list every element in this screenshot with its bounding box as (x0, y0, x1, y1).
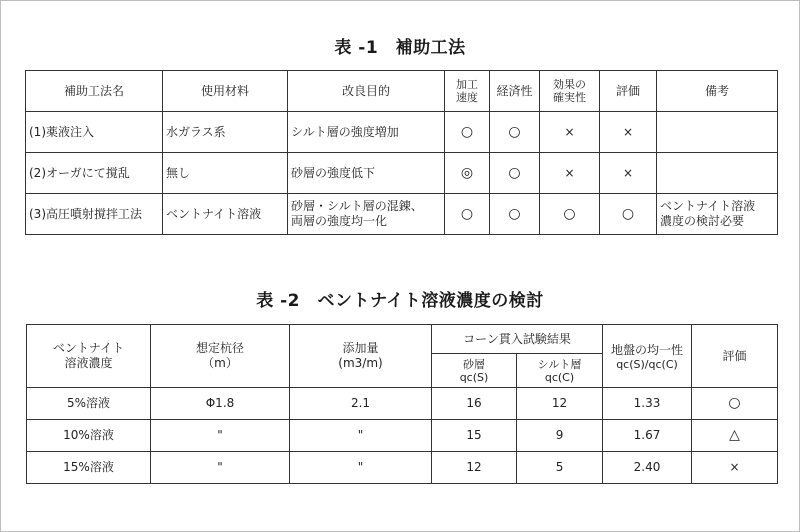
cell-uniformity: 1.33 (603, 388, 692, 420)
cell-amount: " (290, 452, 432, 484)
header-amount (290, 325, 432, 388)
cell-remarks-line2: 濃度の検討必要 (660, 214, 745, 228)
cell-certainty: × (540, 153, 600, 194)
bentonite-concentration-table (26, 324, 778, 484)
cell-material: ベントナイト溶液 (163, 194, 288, 235)
auxiliary-methods-table (25, 70, 778, 235)
cell-material: 水ガラス系 (163, 112, 288, 153)
header-cone-group: コーン貫入試験結果 (432, 325, 603, 354)
cell-certainty: ○ (540, 194, 600, 235)
header-method: 補助工法名 (26, 71, 163, 112)
cell-silt: 9 (517, 420, 603, 452)
header-speed-line2: 速度 (456, 91, 478, 104)
cell-economy: ○ (490, 194, 540, 235)
cell-material: 無し (163, 153, 288, 194)
cell-remarks (657, 112, 778, 153)
cell-economy: ○ (490, 153, 540, 194)
cell-speed: ○ (445, 194, 490, 235)
cell-purpose (288, 112, 445, 153)
header-uniformity (603, 325, 692, 388)
header-economy: 経済性 (490, 71, 540, 112)
cell-evaluation: × (692, 452, 778, 484)
cell-diameter: " (151, 420, 290, 452)
cell-evaluation: ○ (692, 388, 778, 420)
cell-remarks (657, 194, 778, 235)
header-concentration-line1: ベントナイト (52, 341, 125, 355)
cell-method: (1)薬液注入 (26, 112, 163, 153)
cell-purpose-line1: 砂層・シルト層の混錬、 (291, 199, 423, 213)
header-silt-line2: qc(C) (544, 370, 575, 384)
cell-purpose (288, 194, 445, 235)
header-sand-line1: 砂層 (463, 357, 485, 371)
cell-speed: ○ (445, 112, 490, 153)
header-certainty (540, 71, 600, 112)
cell-diameter: Φ1.8 (151, 388, 290, 420)
cell-purpose (288, 153, 445, 194)
table2-header-row-1 (27, 325, 778, 354)
cell-sand: 16 (432, 388, 517, 420)
cell-evaluation: △ (692, 420, 778, 452)
header-material: 使用材料 (163, 71, 288, 112)
cell-method: (3)高圧噴射撹拌工法 (26, 194, 163, 235)
header-certainty-line1: 効果の (553, 78, 586, 91)
header-certainty-line2: 確実性 (553, 91, 586, 104)
cell-diameter: " (151, 452, 290, 484)
cell-purpose-line1: シルト層の強度増加 (291, 124, 399, 139)
header-evaluation: 評価 (692, 325, 778, 388)
header-uniformity-line1: 地盤の均一性 (611, 342, 684, 357)
cell-uniformity: 2.40 (603, 452, 692, 484)
cell-uniformity: 1.67 (603, 420, 692, 452)
table-row (27, 452, 778, 484)
header-remarks: 備考 (657, 71, 778, 112)
table1-header-row (26, 71, 778, 112)
table-row (26, 112, 778, 153)
cell-method: (2)オーガにて撹乱 (26, 153, 163, 194)
cell-sand: 15 (432, 420, 517, 452)
cell-speed: ◎ (445, 153, 490, 194)
cell-purpose-line1: 砂層の強度低下 (291, 165, 376, 180)
header-diameter-line1: 想定杭径 (195, 341, 244, 355)
cell-remarks-line1: ベントナイト溶液 (660, 199, 756, 213)
header-diameter (151, 325, 290, 388)
table1-title: 表 -1 補助工法 (334, 38, 466, 58)
table2-title: 表 -2 ベントナイト溶液濃度の検討 (256, 291, 544, 311)
header-concentration-line2: 溶液濃度 (64, 356, 113, 370)
header-speed (445, 71, 490, 112)
cell-amount: 2.1 (290, 388, 432, 420)
header-amount-line1: 添加量 (342, 341, 379, 355)
table-row (27, 388, 778, 420)
cell-purpose-line2: 両層の強度均一化 (291, 214, 388, 228)
header-evaluation: 評価 (600, 71, 657, 112)
cell-silt: 5 (517, 452, 603, 484)
table-row (26, 153, 778, 194)
table-row (27, 420, 778, 452)
cell-silt: 12 (517, 388, 603, 420)
cell-amount: " (290, 420, 432, 452)
header-speed-line1: 加工 (456, 78, 478, 91)
header-silt (517, 354, 603, 388)
header-concentration (27, 325, 151, 388)
cell-sand: 12 (432, 452, 517, 484)
header-diameter-line2: （m） (202, 356, 238, 370)
cell-evaluation: ○ (600, 194, 657, 235)
cell-concentration: 10%溶液 (27, 420, 151, 452)
header-amount-line2: (m3/m) (338, 356, 383, 370)
cell-concentration: 5%溶液 (27, 388, 151, 420)
table-row (26, 194, 778, 235)
header-purpose: 改良目的 (288, 71, 445, 112)
cell-economy: ○ (490, 112, 540, 153)
cell-evaluation: × (600, 153, 657, 194)
header-sand-line2: qc(S) (459, 370, 489, 384)
header-sand (432, 354, 517, 388)
header-silt-line1: シルト層 (537, 357, 582, 371)
header-uniformity-line2: qc(S)/qc(C) (616, 357, 678, 371)
cell-remarks (657, 153, 778, 194)
cell-concentration: 15%溶液 (27, 452, 151, 484)
cell-certainty: × (540, 112, 600, 153)
cell-evaluation: × (600, 112, 657, 153)
